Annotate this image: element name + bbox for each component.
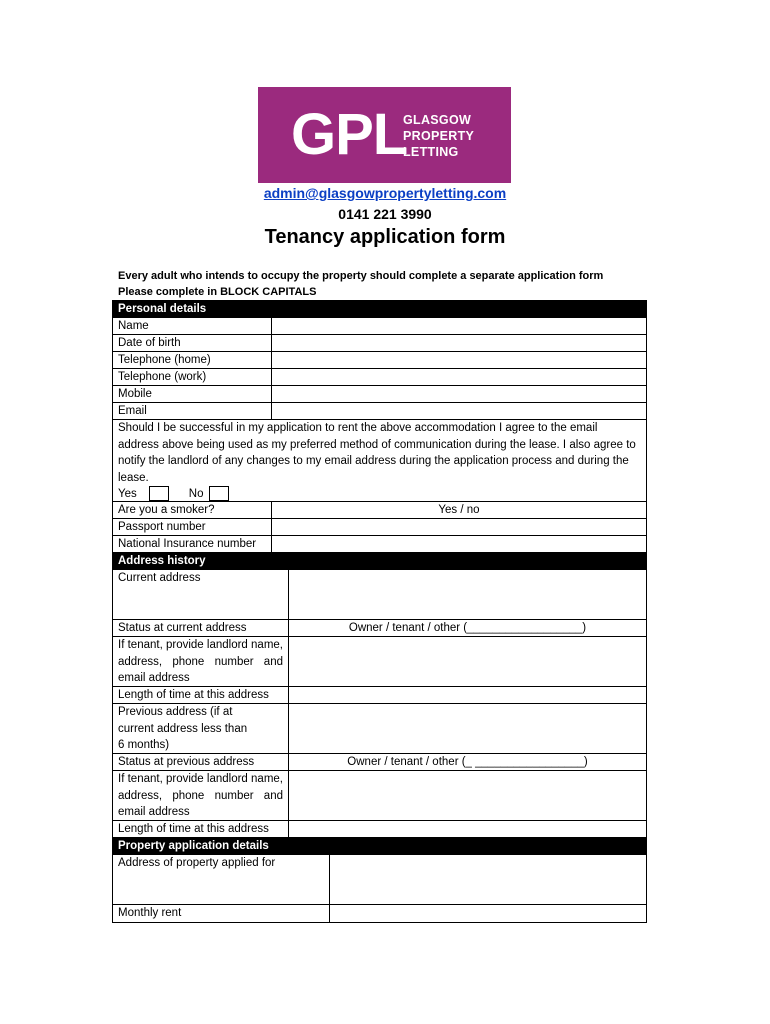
- ni-row: [113, 536, 646, 553]
- monthly-rent-label: Monthly rent: [118, 907, 182, 919]
- consent-no-checkbox[interactable]: [209, 486, 229, 501]
- status-previous-options[interactable]: Owner / tenant / other (_ _________________): [288, 754, 646, 770]
- passport-input[interactable]: [271, 519, 646, 535]
- length-previous-row: [113, 821, 646, 838]
- consent-options: [113, 486, 646, 503]
- section-header-address: Address history: [113, 553, 646, 570]
- logo-word-letting: LETTING: [403, 145, 459, 159]
- status-previous-row: [113, 754, 646, 771]
- current-address-row: [113, 570, 646, 620]
- status-current-label: Status at current address: [118, 622, 247, 634]
- email-input[interactable]: [271, 403, 646, 419]
- property-address-input[interactable]: [329, 855, 646, 904]
- property-address-label: Address of property applied for: [118, 857, 276, 869]
- consent-no-label: No: [188, 488, 204, 500]
- passport-label: Passport number: [118, 521, 206, 533]
- consent-yes-checkbox[interactable]: [149, 486, 169, 501]
- status-current-row: [113, 620, 646, 637]
- dob-input[interactable]: [271, 335, 646, 351]
- monthly-rent-input[interactable]: [329, 905, 646, 922]
- email-row: [113, 403, 646, 420]
- previous-address-row: [113, 704, 646, 754]
- smoker-options[interactable]: Yes / no: [271, 502, 646, 518]
- gpl-logo: [258, 87, 511, 183]
- section-header-personal: Personal details: [113, 301, 646, 318]
- previous-address-input[interactable]: [288, 704, 646, 753]
- status-previous-label: Status at previous address: [118, 756, 255, 768]
- status-current-options[interactable]: Owner / tenant / other (__________________): [288, 620, 646, 636]
- landlord-current-label: If tenant, provide landlord name, address, phone number and email address: [118, 639, 283, 684]
- ni-input[interactable]: [271, 536, 646, 552]
- current-address-input[interactable]: [288, 570, 646, 619]
- intro-line-1: Every adult who intends to occupy the property should complete a separate application form: [118, 270, 604, 282]
- mobile-row: [113, 386, 646, 403]
- application-table: [112, 300, 647, 923]
- intro-text: [118, 268, 603, 300]
- intro-line-2: Please complete in BLOCK CAPITALS: [118, 286, 317, 298]
- landlord-previous-input[interactable]: [288, 771, 646, 820]
- ni-label: National Insurance number: [118, 538, 257, 550]
- consent-yes-label: Yes: [118, 488, 137, 500]
- logo-word-property: PROPERTY: [403, 129, 475, 143]
- name-label: Name: [118, 320, 149, 332]
- consent-text: Should I be successful in my application to rent the above accommodation I agree to the email address above being used as my preferred method of communication during the lease. I also agree to notify the landlord of any changes to my email address during the application process and during the lease.: [118, 422, 636, 484]
- logo-words: [403, 112, 474, 160]
- logo-word-glasgow: GLASGOW: [403, 113, 472, 127]
- tel-home-row: [113, 352, 646, 369]
- landlord-current-input[interactable]: [288, 637, 646, 686]
- tel-work-label: Telephone (work): [118, 371, 207, 383]
- smoker-label: Are you a smoker?: [118, 504, 215, 516]
- name-input[interactable]: [271, 318, 646, 334]
- contact-phone: 0141 221 3990: [338, 206, 432, 222]
- tel-work-row: [113, 369, 646, 386]
- length-current-input[interactable]: [288, 687, 646, 703]
- landlord-current-row: [113, 637, 646, 687]
- monthly-rent-row: [113, 905, 646, 922]
- consent-row: [113, 420, 646, 502]
- length-current-row: [113, 687, 646, 704]
- tel-home-label: Telephone (home): [118, 354, 211, 366]
- current-address-label: Current address: [118, 572, 201, 584]
- logo-mark: GPL: [291, 102, 408, 167]
- tel-home-input[interactable]: [271, 352, 646, 368]
- length-current-label: Length of time at this address: [118, 689, 269, 701]
- email-label: Email: [118, 405, 147, 417]
- landlord-previous-row: [113, 771, 646, 821]
- page-title: Tenancy application form: [264, 226, 506, 248]
- length-previous-label: Length of time at this address: [118, 823, 269, 835]
- dob-label: Date of birth: [118, 337, 181, 349]
- name-row: [113, 318, 646, 335]
- length-previous-input[interactable]: [288, 821, 646, 837]
- mobile-input[interactable]: [271, 386, 646, 402]
- contact-email-link[interactable]: admin@glasgowpropertyletting.com: [263, 185, 507, 201]
- tel-work-input[interactable]: [271, 369, 646, 385]
- dob-row: [113, 335, 646, 352]
- passport-row: [113, 519, 646, 536]
- smoker-row: [113, 502, 646, 519]
- previous-address-label: Previous address (if at current address less than 6 months): [118, 706, 248, 751]
- landlord-previous-label: If tenant, provide landlord name, address, phone number and email address: [118, 773, 283, 818]
- mobile-label: Mobile: [118, 388, 152, 400]
- section-header-property: Property application details: [113, 838, 646, 855]
- property-address-row: [113, 855, 646, 905]
